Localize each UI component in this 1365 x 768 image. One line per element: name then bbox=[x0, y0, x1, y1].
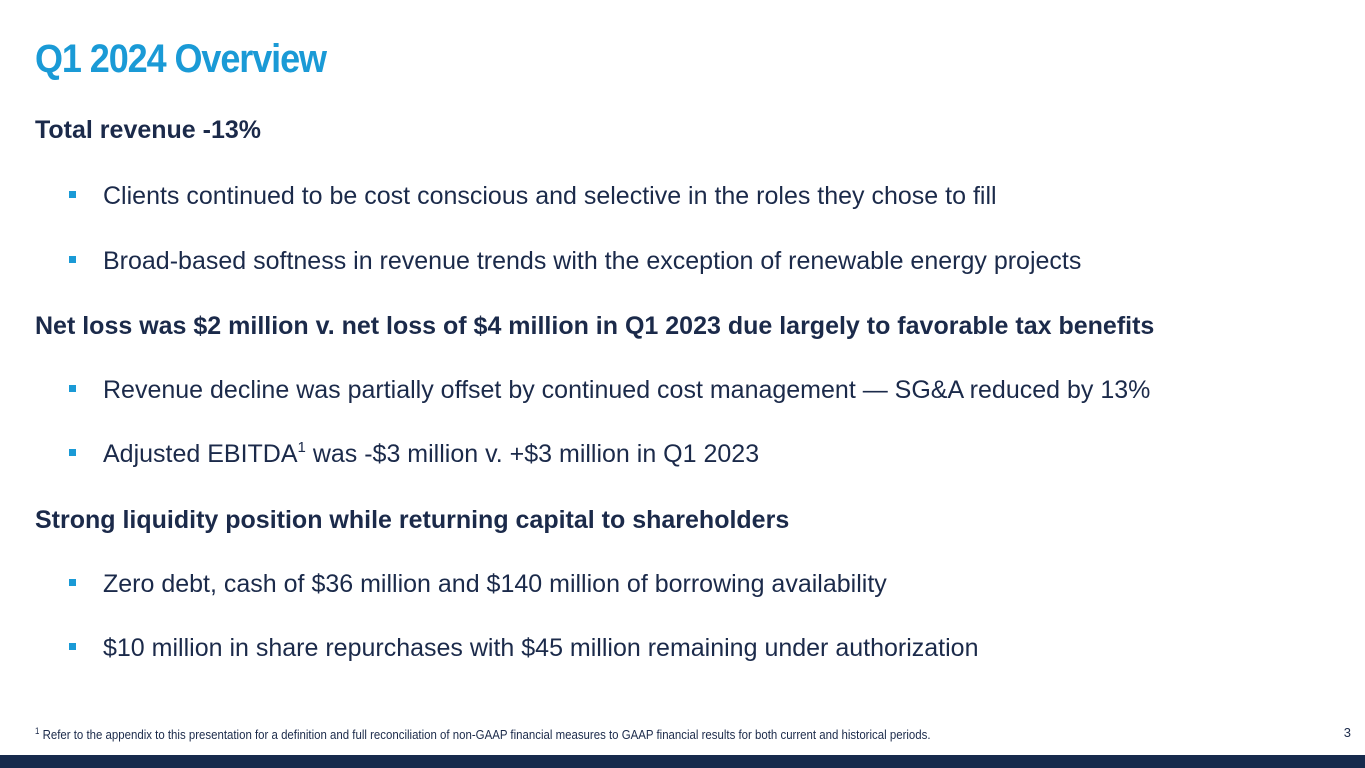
square-bullet-icon bbox=[69, 191, 76, 198]
bullet-text-part: Adjusted EBITDA bbox=[103, 440, 298, 468]
bullet-text: Broad-based softness in revenue trends with the exception of renewable energy projects bbox=[103, 247, 1082, 275]
footnote-reference: 1 bbox=[297, 439, 306, 456]
page-number: 3 bbox=[1343, 725, 1351, 740]
section-heading-net-loss: Net loss was $2 million v. net loss of $4 million in Q1 2023 due largely to favorable tax benefits bbox=[35, 312, 1155, 340]
square-bullet-icon bbox=[69, 643, 76, 650]
bullet-text: $10 million in share repurchases with $45 million remaining under authorization bbox=[103, 634, 979, 662]
square-bullet-icon bbox=[69, 449, 76, 456]
footnote-text: Refer to the appendix to this presentation for a definition and full reconciliation of non-GAAP financial measures to GAAP financial results for both current and historical periods. bbox=[39, 727, 931, 742]
square-bullet-icon bbox=[69, 385, 76, 392]
slide-title: Q1 2024 Overview bbox=[35, 37, 326, 81]
footnote bbox=[35, 727, 931, 743]
square-bullet-icon bbox=[69, 256, 76, 263]
bullet-text: Zero debt, cash of $36 million and $140 million of borrowing availability bbox=[103, 570, 887, 598]
footnote-marker: 1 bbox=[35, 726, 40, 736]
square-bullet-icon bbox=[69, 579, 76, 586]
bullet-text: Clients continued to be cost conscious and selective in the roles they chose to fill bbox=[103, 182, 997, 210]
bullet-text: Revenue decline was partially offset by continued cost management — SG&A reduced by 13% bbox=[103, 376, 1151, 404]
section-heading-revenue: Total revenue -13% bbox=[35, 116, 262, 144]
bullet-text bbox=[103, 439, 759, 469]
section-heading-liquidity: Strong liquidity position while returning capital to shareholders bbox=[35, 506, 790, 534]
bullet-text-part: was -$3 million v. +$3 million in Q1 2023 bbox=[305, 440, 760, 468]
footer-bar bbox=[0, 755, 1365, 768]
